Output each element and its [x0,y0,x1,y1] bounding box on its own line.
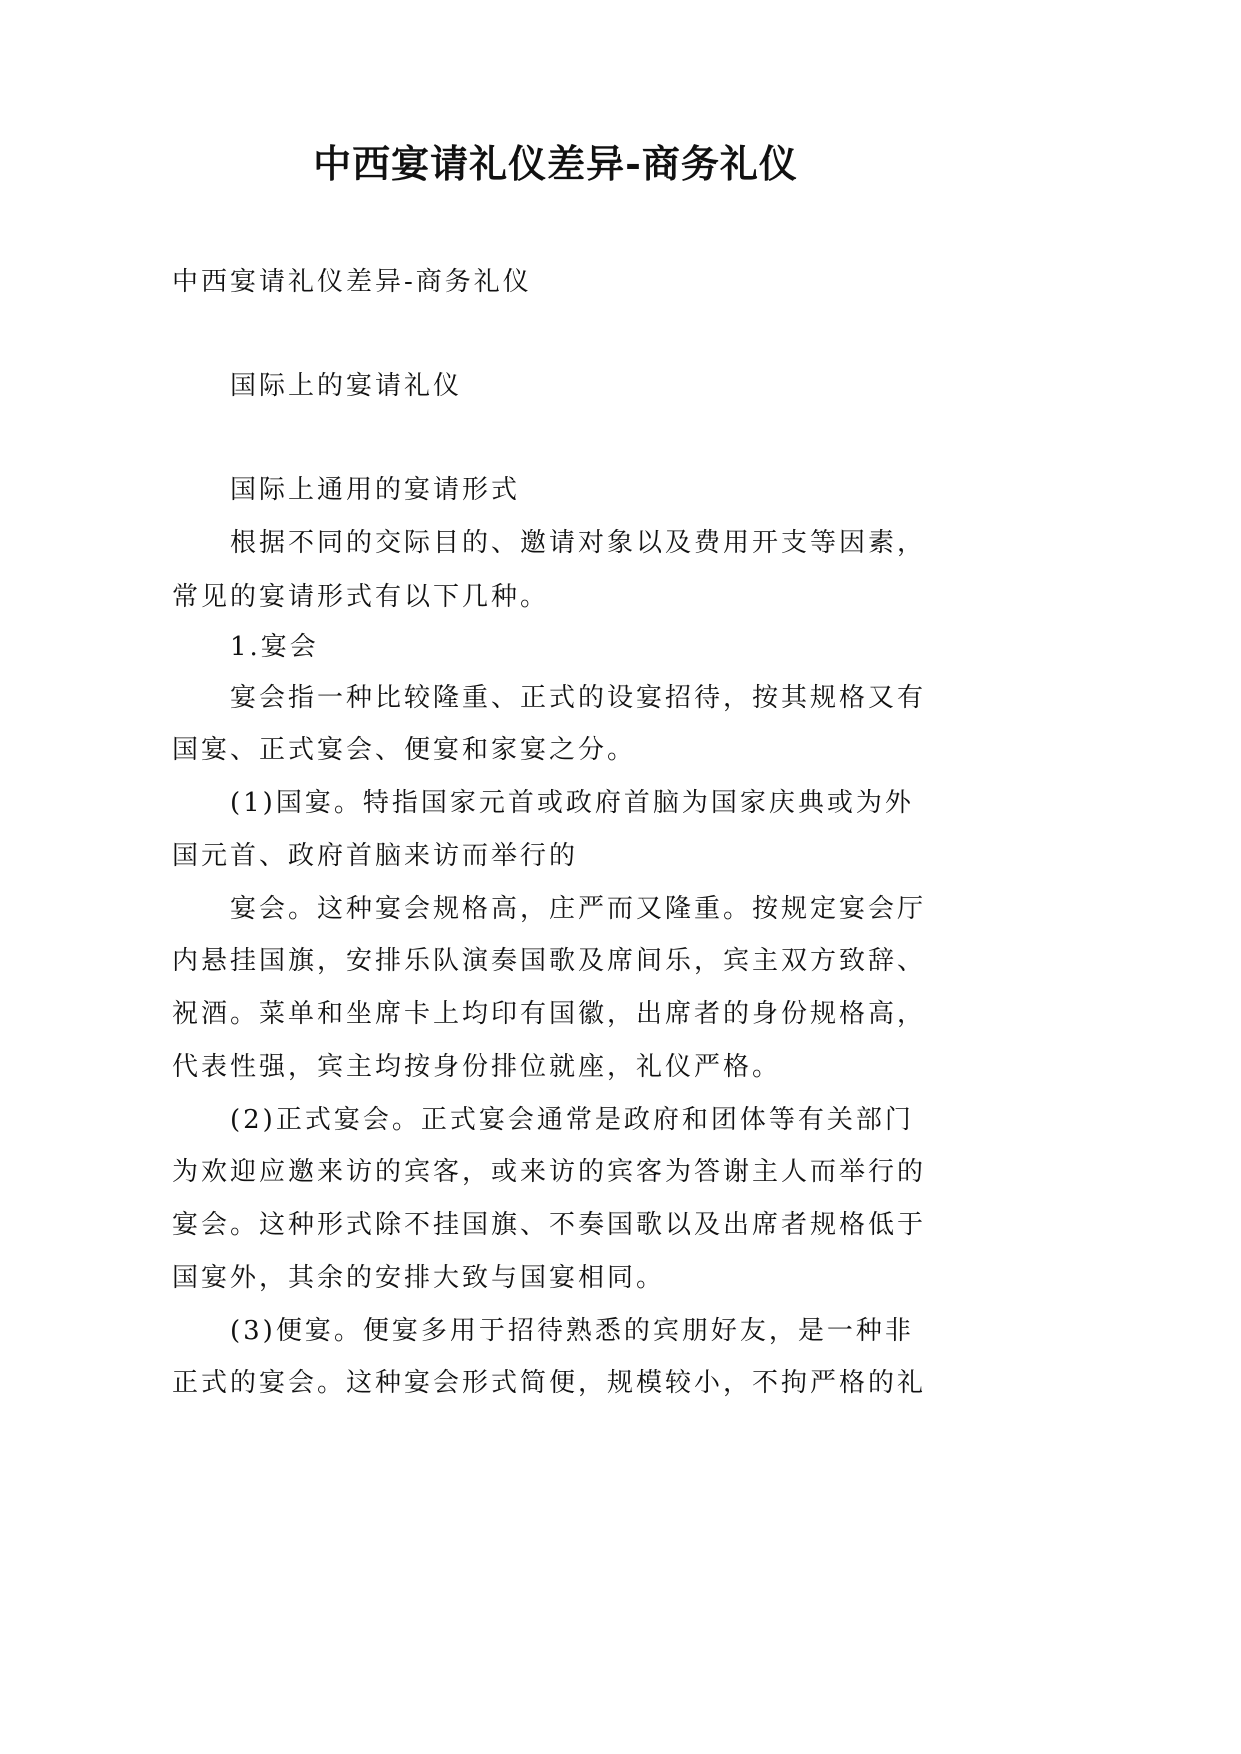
subsection-heading: 国际上通用的宴请形式 [230,475,521,505]
section-heading: 国际上的宴请礼仪 [230,371,463,401]
paragraph-line: (3)便宴。便宴多用于招待熟悉的宾朋好友，是一种非 [230,1316,914,1346]
paragraph-line: 国元首、政府首脑来访而举行的 [172,841,579,871]
subtitle-line: 中西宴请礼仪差异-商务礼仪 [172,267,532,297]
document-title: 中西宴请礼仪差异-商务礼仪 [313,141,798,186]
paragraph-line: 国宴、正式宴会、便宴和家宴之分。 [172,735,637,765]
paragraph-line: 宴会。这种形式除不挂国旗、不奏国歌以及出席者规格低于 [172,1210,927,1240]
paragraph-line: (2)正式宴会。正式宴会通常是政府和团体等有关部门 [230,1105,914,1135]
paragraph-line: 代表性强，宾主均按身份排位就座，礼仪严格。 [172,1052,782,1082]
paragraph-line: 宴会。这种宴会规格高，庄严而又隆重。按规定宴会厅 [230,894,927,924]
paragraph-line: 国宴外，其余的安排大致与国宴相同。 [172,1263,666,1293]
paragraph-line: 宴会指一种比较隆重、正式的设宴招待，按其规格又有 [230,683,927,713]
list-heading: 1.宴会 [230,632,319,662]
paragraph-line: 常见的宴请形式有以下几种。 [172,582,550,612]
paragraph-line: (1)国宴。特指国家元首或政府首脑为国家庆典或为外 [230,788,914,818]
paragraph-line: 为欢迎应邀来访的宾客，或来访的宾客为答谢主人而举行的 [172,1157,927,1187]
paragraph-line: 祝酒。菜单和坐席卡上均印有国徽，出席者的身份规格高， [172,999,927,1029]
paragraph-line: 内悬挂国旗，安排乐队演奏国歌及席间乐，宾主双方致辞、 [172,946,927,976]
paragraph-line: 正式的宴会。这种宴会形式简便，规模较小，不拘严格的礼 [172,1368,927,1398]
paragraph-line: 根据不同的交际目的、邀请对象以及费用开支等因素， [230,528,927,558]
